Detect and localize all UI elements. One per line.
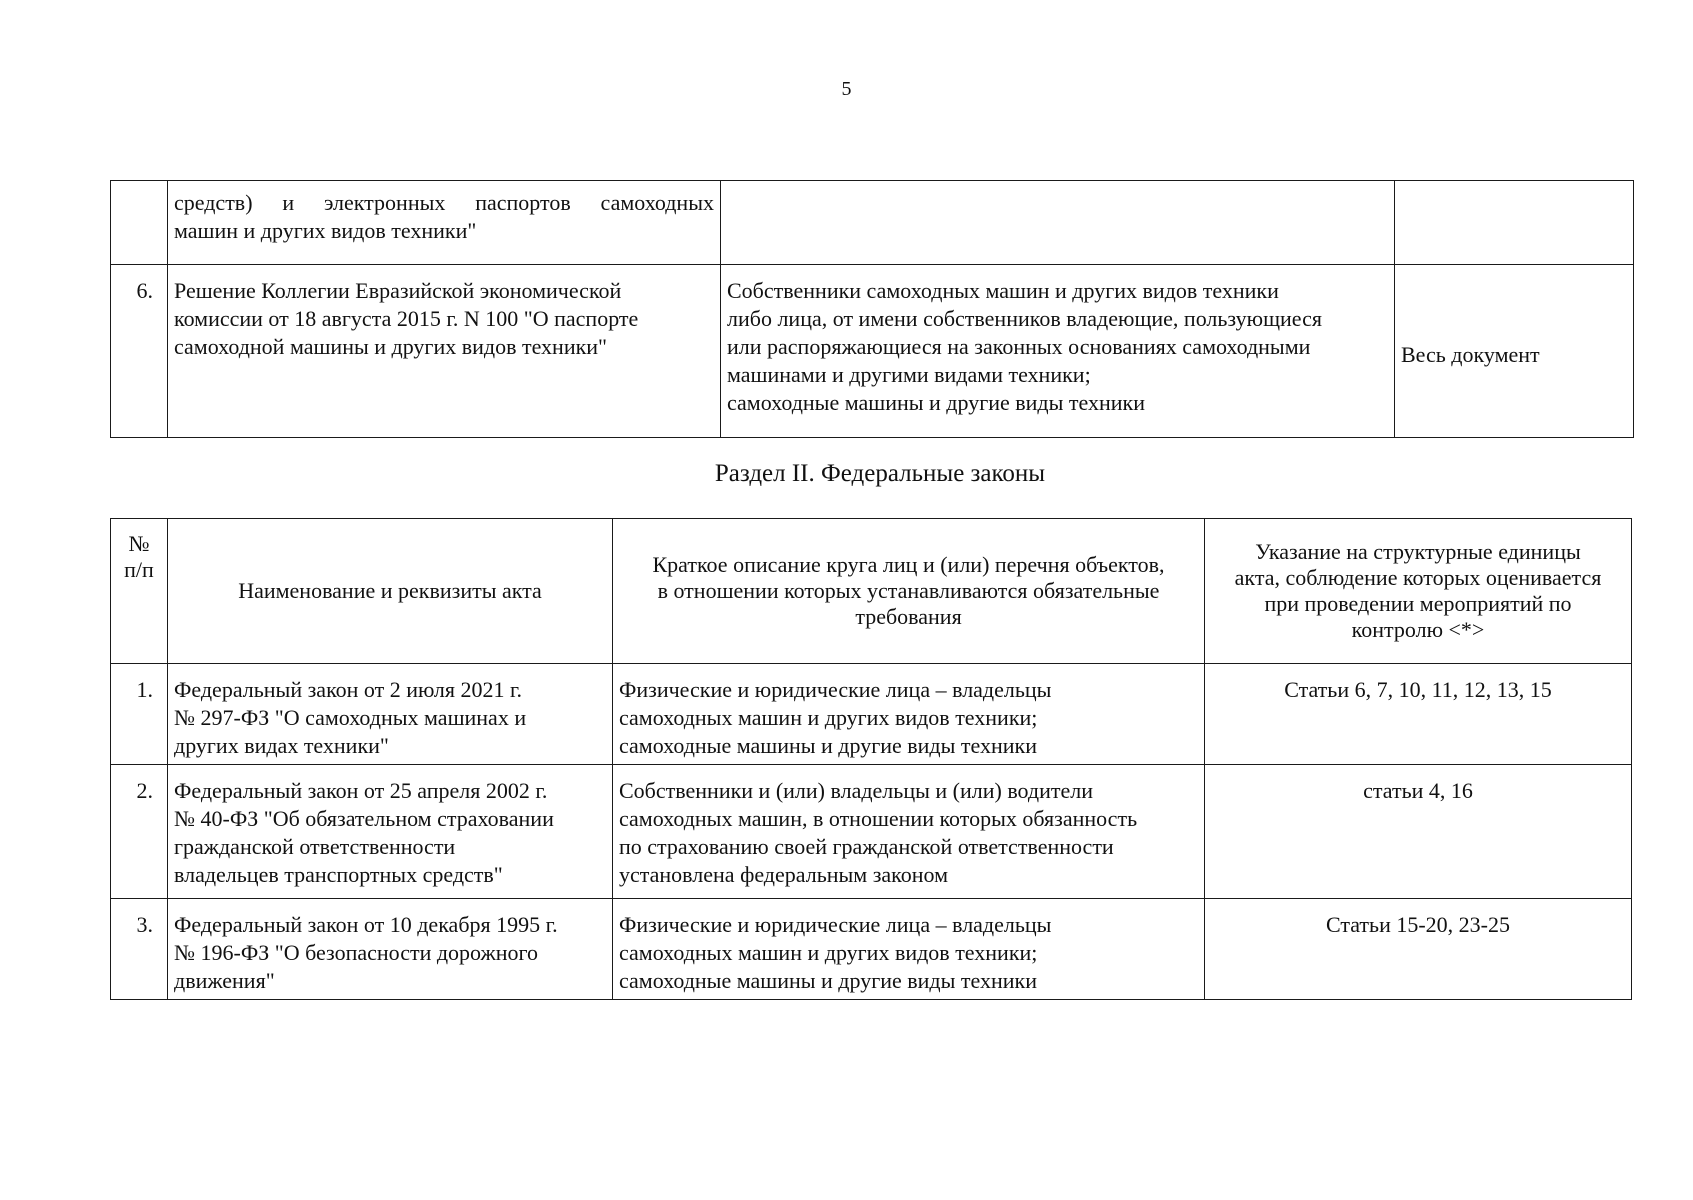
- header-structural-units: Указание на структурные единицы акта, соблюдение которых оценивается при проведении мероприятий по контролю <*>: [1205, 519, 1632, 664]
- structural-units-cell: Статьи 15-20, 23-25: [1205, 899, 1632, 1000]
- table-row: [111, 664, 1632, 765]
- header-description: Краткое описание круга лиц и (или) перечня объектов, в отношении которых устанавливаются обязательные требования: [613, 519, 1205, 664]
- structural-units-cell: Весь документ: [1395, 265, 1634, 438]
- structural-units-cell: [1395, 181, 1634, 265]
- page-number: 5: [841, 78, 852, 100]
- description-cell: [721, 181, 1395, 265]
- table-header-row: [111, 519, 1632, 664]
- act-name-line: средств) и электронных паспортов самоходных: [174, 190, 714, 215]
- act-name-cell: Решение Коллегии Евразийской экономической комиссии от 18 августа 2015 г. N 100 "О паспорте самоходной машины и других видов техники": [168, 265, 721, 438]
- description-cell: Собственники и (или) владельцы и (или) водители самоходных машин, в отношении которых обязанность по страхованию своей гражданской ответственности установлена федеральным законом: [613, 765, 1205, 899]
- continuation-table: [110, 180, 1634, 438]
- row-number: 6.: [111, 265, 168, 438]
- act-name-cell: Федеральный закон от 2 июля 2021 г. № 297-ФЗ "О самоходных машинах и других видах техники": [168, 664, 613, 765]
- federal-laws-table: [110, 518, 1632, 1000]
- act-name-cell: Федеральный закон от 25 апреля 2002 г. № 40-ФЗ "Об обязательном страховании гражданской ответственности владельцев транспортных средств": [168, 765, 613, 899]
- header-num: № п/п: [111, 519, 168, 664]
- act-name-line: машин и других видов техники": [174, 218, 477, 243]
- act-name-cell: Федеральный закон от 10 декабря 1995 г. № 196-ФЗ "О безопасности дорожного движения": [168, 899, 613, 1000]
- row-number: [111, 181, 168, 265]
- row-number: 2.: [111, 765, 168, 899]
- structural-units-cell: статьи 4, 16: [1205, 765, 1632, 899]
- structural-units-cell: Статьи 6, 7, 10, 11, 12, 13, 15: [1205, 664, 1632, 765]
- description-cell: Физические и юридические лица – владельцы самоходных машин и других видов техники; самоходные машины и другие виды техники: [613, 664, 1205, 765]
- table-row: [111, 265, 1634, 438]
- table-row: [111, 181, 1634, 265]
- table-row: [111, 899, 1632, 1000]
- description-cell: Физические и юридические лица – владельцы самоходных машин и других видов техники; самоходные машины и другие виды техники: [613, 899, 1205, 1000]
- table-row: [111, 765, 1632, 899]
- row-number: 1.: [111, 664, 168, 765]
- row-number: 3.: [111, 899, 168, 1000]
- act-name-cell: [168, 181, 721, 265]
- description-cell: Собственники самоходных машин и других видов техники либо лица, от имени собственников владеющие, пользующиеся или распоряжающиеся на законных основаниях самоходными машинами и другими видами техники; самоходные машины и другие виды техники: [721, 265, 1395, 438]
- header-act-name: Наименование и реквизиты акта: [168, 519, 613, 664]
- section-title: Раздел II. Федеральные законы: [714, 460, 1046, 487]
